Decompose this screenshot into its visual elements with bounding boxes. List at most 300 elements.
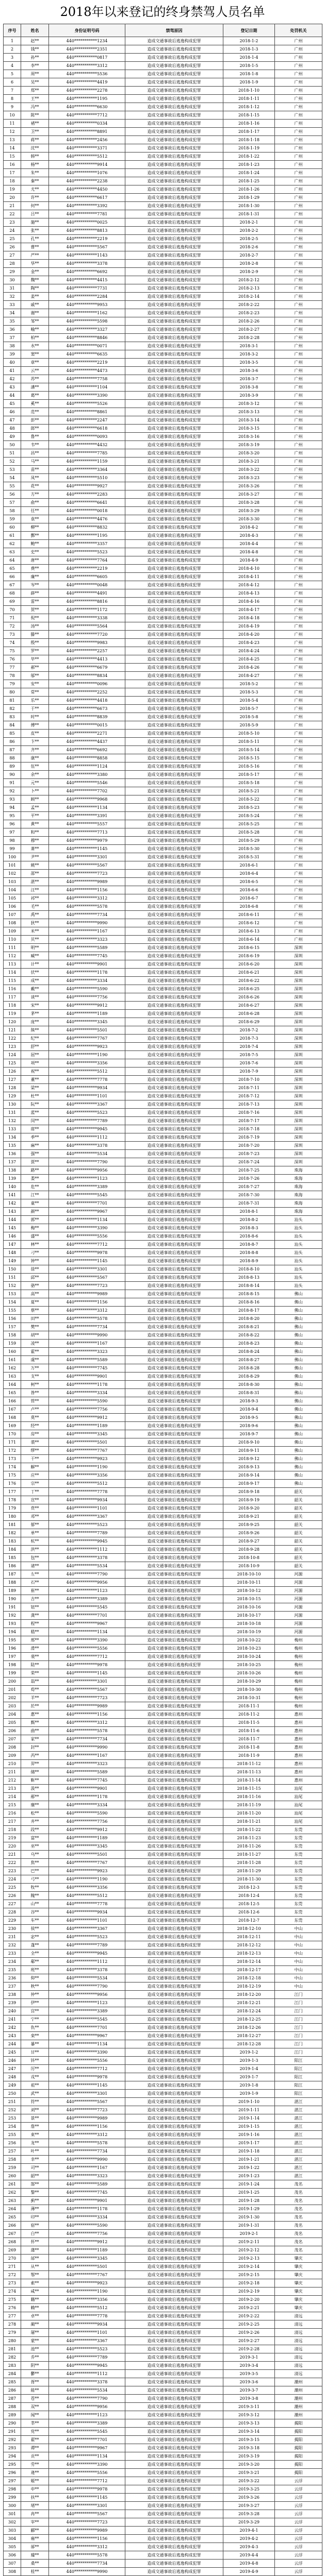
table-row xyxy=(4,95,322,103)
cell-index: 259 xyxy=(4,2164,21,2172)
cell-id-number: 440***********5546 xyxy=(49,779,125,787)
cell-agency: 云浮 xyxy=(275,2535,322,2543)
cell-index: 72 xyxy=(4,622,21,631)
table-row xyxy=(4,1834,322,1842)
cell-agency: 广州 xyxy=(275,804,322,812)
cell-name: 缪** xyxy=(21,1447,49,1455)
table-row xyxy=(4,1364,322,1372)
cell-date: 2018-12-11 xyxy=(223,1933,275,1941)
cell-date: 2019-1-3 xyxy=(223,2057,275,2065)
cell-reason: 造成交通事故后逃逸构成犯罪 xyxy=(125,268,223,276)
cell-name: 章** xyxy=(21,359,49,367)
table-row xyxy=(4,565,322,573)
cell-id-number: 440***********6618 xyxy=(49,425,125,433)
cell-name: 靳** xyxy=(21,1776,49,1785)
cell-id-number: 440***********1123 xyxy=(49,1175,125,1183)
table-row xyxy=(4,1018,322,1026)
cell-date: 2018-3-23 xyxy=(223,474,275,482)
cell-date: 2018-12-18 xyxy=(223,1974,275,1982)
cell-id-number: 440***********5523 xyxy=(49,548,125,556)
cell-name: 解** xyxy=(21,1463,49,1471)
cell-agency: 广州 xyxy=(275,268,322,276)
cell-name: 蔺** xyxy=(21,2320,49,2329)
cell-agency: 广州 xyxy=(275,540,322,548)
cell-agency: 广州 xyxy=(275,688,322,697)
cell-date: 2018-4-8 xyxy=(223,548,275,556)
table-row xyxy=(4,1438,322,1447)
table-row xyxy=(4,1818,322,1826)
cell-name: 祖** xyxy=(21,2081,49,2090)
cell-agency: 东莞 xyxy=(275,1859,322,1867)
cell-date: 2018-8-1 xyxy=(223,1208,275,1216)
cell-date: 2018-5-30 xyxy=(223,845,275,853)
cell-index: 142 xyxy=(4,1199,21,1208)
cell-id-number: 440***********1112 xyxy=(49,2370,125,2378)
cell-id-number: 440***********9901 xyxy=(49,960,125,969)
cell-reason: 造成交通事故后逃逸构成犯罪 xyxy=(125,672,223,680)
cell-agency: 清远 xyxy=(275,2329,322,2337)
cell-agency: 韶关 xyxy=(275,1513,322,1521)
table-row xyxy=(4,2469,322,2477)
table-row xyxy=(4,1958,322,1966)
cell-reason: 造成交通事故后逃逸构成犯罪 xyxy=(125,2535,223,2543)
cell-agency: 广州 xyxy=(275,425,322,433)
cell-agency: 深圳 xyxy=(275,1150,322,1158)
table-row xyxy=(4,2320,322,2329)
cell-index: 195 xyxy=(4,1636,21,1645)
cell-name: 孙** xyxy=(21,54,49,62)
cell-date: 2018-9-6 xyxy=(223,1422,275,1430)
cell-agency: 惠州 xyxy=(275,1752,322,1760)
table-row xyxy=(4,2238,322,2246)
cell-id-number: 440***********3312 xyxy=(49,1719,125,1727)
cell-reason: 造成交通事故后逃逸构成犯罪 xyxy=(125,1661,223,1669)
cell-reason: 造成交通事故后逃逸构成犯罪 xyxy=(125,2329,223,2337)
cell-agency: 深圳 xyxy=(275,1059,322,1067)
cell-reason: 造成交通事故后逃逸构成犯罪 xyxy=(125,2436,223,2444)
cell-index: 27 xyxy=(4,251,21,260)
cell-id-number: 440***********3301 xyxy=(49,1265,125,1274)
cell-reason: 造成交通事故后逃逸构成犯罪 xyxy=(125,1166,223,1175)
table-row xyxy=(4,845,322,853)
cell-index: 187 xyxy=(4,1570,21,1579)
page-title: 2018年以来登记的终身禁驾人员名单 xyxy=(60,5,265,19)
cell-index: 152 xyxy=(4,1282,21,1290)
cell-agency: 广州 xyxy=(275,573,322,581)
cell-reason: 造成交通事故后逃逸构成犯罪 xyxy=(125,2172,223,2180)
cell-reason: 造成交通事故后逃逸构成犯罪 xyxy=(125,309,223,317)
cell-id-number: 440***********9901 xyxy=(49,1372,125,1381)
cell-date: 2018-4-17 xyxy=(223,606,275,614)
cell-name: 夏** xyxy=(21,1298,49,1307)
cell-agency: 广州 xyxy=(275,317,322,326)
cell-index: 266 xyxy=(4,2222,21,2230)
cell-reason: 造成交通事故后逃逸构成犯罪 xyxy=(125,2428,223,2436)
cell-reason: 造成交通事故后逃逸构成犯罪 xyxy=(125,1282,223,1290)
cell-id-number: 440***********5512 xyxy=(49,1480,125,1488)
cell-reason: 造成交通事故后逃逸构成犯罪 xyxy=(125,1933,223,1941)
cell-index: 82 xyxy=(4,705,21,713)
cell-index: 305 xyxy=(4,2543,21,2551)
cell-id-number: 440***********7758 xyxy=(49,375,125,383)
table-row xyxy=(4,2551,322,2560)
cell-reason: 造成交通事故后逃逸构成犯罪 xyxy=(125,78,223,87)
cell-index: 149 xyxy=(4,1257,21,1265)
cell-name: 常** xyxy=(21,688,49,697)
cell-reason: 造成交通事故后逃逸构成犯罪 xyxy=(125,977,223,985)
cell-reason: 造成交通事故后逃逸构成犯罪 xyxy=(125,1554,223,1562)
cell-reason: 造成交通事故后逃逸构成犯罪 xyxy=(125,251,223,260)
cell-date: 2018-9-19 xyxy=(223,1496,275,1504)
cell-name: 松** xyxy=(21,1809,49,1818)
cell-agency: 潮州 xyxy=(275,2403,322,2411)
cell-date: 2018-4-16 xyxy=(223,598,275,606)
cell-name: 何** xyxy=(21,202,49,210)
cell-date: 2019-1-18 xyxy=(223,2147,275,2156)
cell-reason: 造成交通事故后逃逸构成犯罪 xyxy=(125,2345,223,2353)
cell-name: 劳** xyxy=(21,2461,49,2469)
cell-index: 13 xyxy=(4,136,21,144)
cell-agency: 广州 xyxy=(275,499,322,507)
cell-index: 162 xyxy=(4,1364,21,1372)
cell-name: 龙** xyxy=(21,2139,49,2147)
cell-name: 陆** xyxy=(21,1661,49,1669)
cell-id-number: 440***********7734 xyxy=(49,1323,125,1331)
cell-agency: 揭阳 xyxy=(275,2419,322,2428)
cell-index: 133 xyxy=(4,1125,21,1133)
cell-date: 2019-1-9 xyxy=(223,2090,275,2098)
cell-id-number: 440***********1178 xyxy=(49,969,125,977)
cell-date: 2018-1-12 xyxy=(223,103,275,111)
cell-reason: 造成交通事故后逃逸构成犯罪 xyxy=(125,1224,223,1232)
cell-id-number: 440***********4432 xyxy=(49,441,125,449)
cell-name: 罗** xyxy=(21,647,49,655)
cell-id-number: 440***********7712 xyxy=(49,1241,125,1249)
cell-name: 邵** xyxy=(21,870,49,878)
cell-index: 262 xyxy=(4,2189,21,2197)
cell-agency: 深圳 xyxy=(275,952,322,960)
cell-date: 2018-7-4 xyxy=(223,1043,275,1051)
table-row xyxy=(4,2156,322,2164)
cell-id-number: 440***********9923 xyxy=(49,2279,125,2287)
cell-index: 268 xyxy=(4,2238,21,2246)
table-row xyxy=(4,2345,322,2353)
cell-reason: 造成交通事故后逃逸构成犯罪 xyxy=(125,1826,223,1834)
cell-reason: 造成交通事故后逃逸构成犯罪 xyxy=(125,2403,223,2411)
cell-date: 2018-4-27 xyxy=(223,672,275,680)
cell-name: 郁** xyxy=(21,1521,49,1529)
cell-index: 216 xyxy=(4,1809,21,1818)
cell-id-number: 440***********7756 xyxy=(49,1405,125,1414)
cell-reason: 造成交通事故后逃逸构成犯罪 xyxy=(125,466,223,474)
cell-index: 78 xyxy=(4,672,21,680)
cell-reason: 造成交通事故后逃逸构成犯罪 xyxy=(125,1587,223,1595)
table-row xyxy=(4,1010,322,1018)
table-row xyxy=(4,2370,322,2378)
cell-name: 郜** xyxy=(21,2180,49,2189)
cell-reason: 造成交通事故后逃逸构成犯罪 xyxy=(125,1389,223,1397)
cell-name: 韶** xyxy=(21,2172,49,2180)
cell-name: 管** xyxy=(21,1397,49,1405)
cell-index: 7 xyxy=(4,87,21,95)
cell-index: 38 xyxy=(4,342,21,350)
cell-reason: 造成交通事故后逃逸构成犯罪 xyxy=(125,565,223,573)
cell-date: 2018-8-13 xyxy=(223,1274,275,1282)
cell-reason: 造成交通事故后逃逸构成犯罪 xyxy=(125,507,223,515)
table-row xyxy=(4,1183,322,1191)
cell-id-number: 440***********5523 xyxy=(49,2345,125,2353)
cell-reason: 造成交通事故后逃逸构成犯罪 xyxy=(125,169,223,177)
cell-agency: 阳江 xyxy=(275,2090,322,2098)
cell-date: 2018-6-13 xyxy=(223,927,275,936)
cell-reason: 造成交通事故后逃逸构成犯罪 xyxy=(125,1966,223,1974)
cell-id-number: 440***********7789 xyxy=(49,1117,125,1125)
cell-reason: 造成交通事故后逃逸构成犯罪 xyxy=(125,754,223,762)
cell-agency: 湛江 xyxy=(275,2156,322,2164)
cell-id-number: 440***********7712 xyxy=(49,1653,125,1661)
cell-reason: 造成交通事故后逃逸构成犯罪 xyxy=(125,1208,223,1216)
cell-name: 干** xyxy=(21,1455,49,1463)
cell-index: 242 xyxy=(4,2024,21,2032)
cell-agency: 佛山 xyxy=(275,1463,322,1471)
cell-reason: 造成交通事故后逃逸构成犯罪 xyxy=(125,779,223,787)
cell-name: 姜** xyxy=(21,293,49,301)
cell-agency: 广州 xyxy=(275,664,322,672)
cell-agency: 中山 xyxy=(275,1933,322,1941)
cell-agency: 江门 xyxy=(275,1991,322,1999)
table-row xyxy=(4,243,322,251)
cell-name: 袁** xyxy=(21,515,49,523)
cell-reason: 造成交通事故后逃逸构成犯罪 xyxy=(125,103,223,111)
cell-name: 杨** xyxy=(21,161,49,169)
cell-reason: 造成交通事故后逃逸构成犯罪 xyxy=(125,1447,223,1455)
cell-agency: 茂名 xyxy=(275,2238,322,2246)
cell-agency: 东莞 xyxy=(275,1875,322,1884)
table-row xyxy=(4,416,322,425)
cell-date: 2018-2-5 xyxy=(223,235,275,243)
cell-reason: 造成交通事故后逃逸构成犯罪 xyxy=(125,952,223,960)
cell-agency: 广州 xyxy=(275,655,322,664)
table-row xyxy=(4,894,322,903)
table-row xyxy=(4,1521,322,1529)
table-row xyxy=(4,1463,322,1471)
cell-date: 2019-3-5 xyxy=(223,2370,275,2378)
cell-agency: 揭阳 xyxy=(275,2436,322,2444)
table-row xyxy=(4,779,322,787)
table-row xyxy=(4,1884,322,1892)
cell-index: 251 xyxy=(4,2098,21,2106)
cell-reason: 造成交通事故后逃逸构成犯罪 xyxy=(125,1010,223,1018)
cell-id-number: 440***********3390 xyxy=(49,2461,125,2469)
cell-id-number: 440***********3392 xyxy=(49,202,125,210)
cell-id-number: 440***********1178 xyxy=(49,1793,125,1801)
cell-index: 308 xyxy=(4,2568,21,2576)
cell-reason: 造成交通事故后逃逸构成犯罪 xyxy=(125,1529,223,1537)
cell-date: 2018-12-12 xyxy=(223,1941,275,1950)
cell-index: 69 xyxy=(4,598,21,606)
cell-date: 2019-4-2 xyxy=(223,2535,275,2543)
cell-id-number: 440***********1123 xyxy=(49,2411,125,2419)
cell-id-number: 440***********9967 xyxy=(49,2032,125,2040)
cell-id-number: 440***********5578 xyxy=(49,2551,125,2560)
table-row xyxy=(4,1917,322,1925)
cell-name: 山** xyxy=(21,1900,49,1908)
table-row xyxy=(4,1719,322,1727)
table-row xyxy=(4,952,322,960)
cell-date: 2018-11-13 xyxy=(223,1768,275,1776)
table-row xyxy=(4,1908,322,1917)
cell-name: 沈** xyxy=(21,144,49,152)
cell-index: 297 xyxy=(4,2477,21,2485)
cell-agency: 广州 xyxy=(275,820,322,828)
cell-index: 130 xyxy=(4,1100,21,1109)
cell-reason: 造成交通事故后逃逸构成犯罪 xyxy=(125,548,223,556)
table-row xyxy=(4,1076,322,1084)
cell-name: 牧** xyxy=(21,1884,49,1892)
cell-index: 4 xyxy=(4,62,21,70)
cell-date: 2019-4-8 xyxy=(223,2560,275,2568)
cell-id-number: 440***********4418 xyxy=(49,697,125,705)
cell-index: 205 xyxy=(4,1719,21,1727)
cell-date: 2018-12-27 xyxy=(223,2032,275,2040)
table-row xyxy=(4,1290,322,1298)
cell-index: 196 xyxy=(4,1645,21,1653)
cell-name: 巴** xyxy=(21,1867,49,1875)
cell-agency: 汕头 xyxy=(275,1232,322,1241)
cell-reason: 造成交通事故后逃逸构成犯罪 xyxy=(125,1372,223,1381)
cell-reason: 造成交通事故后逃逸构成犯罪 xyxy=(125,2461,223,2469)
cell-date: 2018-7-9 xyxy=(223,1067,275,1076)
table-row xyxy=(4,1702,322,1710)
table-row xyxy=(4,2362,322,2370)
cell-name: 余** xyxy=(21,771,49,779)
cell-name: 全** xyxy=(21,1950,49,1958)
cell-agency: 广州 xyxy=(275,680,322,688)
cell-reason: 造成交通事故后逃逸构成犯罪 xyxy=(125,1117,223,1125)
cell-reason: 造成交通事故后逃逸构成犯罪 xyxy=(125,2065,223,2073)
cell-reason: 造成交通事故后逃逸构成犯罪 xyxy=(125,1100,223,1109)
cell-id-number: 440***********5512 xyxy=(49,152,125,161)
cell-name: 姚** xyxy=(21,861,49,870)
cell-agency: 广州 xyxy=(275,392,322,400)
cell-date: 2018-4-12 xyxy=(223,581,275,589)
cell-agency: 珠海 xyxy=(275,1191,322,1199)
cell-id-number: 440***********9923 xyxy=(49,1043,125,1051)
table-row xyxy=(4,1249,322,1257)
cell-name: 胡** xyxy=(21,1331,49,1340)
cell-date: 2018-3-8 xyxy=(223,383,275,392)
cell-name: 纪** xyxy=(21,1035,49,1043)
cell-name: 巫** xyxy=(21,1842,49,1851)
cell-reason: 造成交通事故后逃逸构成犯罪 xyxy=(125,2560,223,2568)
cell-name: 贡** xyxy=(21,2452,49,2461)
cell-id-number: 440***********9912 xyxy=(49,1414,125,1422)
cell-reason: 造成交通事故后逃逸构成犯罪 xyxy=(125,1669,223,1677)
cell-reason: 造成交通事故后逃逸构成犯罪 xyxy=(125,2444,223,2452)
cell-reason: 造成交通事故后逃逸构成犯罪 xyxy=(125,2015,223,2024)
cell-id-number: 440***********2456 xyxy=(49,136,125,144)
cell-index: 245 xyxy=(4,2048,21,2057)
cell-date: 2019-2-28 xyxy=(223,2345,275,2353)
cell-name: 史** xyxy=(21,548,49,556)
cell-reason: 造成交通事故后逃逸构成犯罪 xyxy=(125,2106,223,2114)
cell-id-number: 440***********7701 xyxy=(49,2024,125,2032)
cell-name: 柯** xyxy=(21,1381,49,1389)
cell-index: 271 xyxy=(4,2263,21,2271)
table-row xyxy=(4,523,322,532)
cell-index: 23 xyxy=(4,218,21,227)
cell-id-number: 440***********7778 xyxy=(49,1488,125,1496)
cell-id-number: 440***********7701 xyxy=(49,2436,125,2444)
cell-date: 2018-9-7 xyxy=(223,1430,275,1438)
cell-reason: 造成交通事故后逃逸构成犯罪 xyxy=(125,367,223,375)
cell-name: 岑** xyxy=(21,581,49,589)
cell-index: 12 xyxy=(4,128,21,136)
cell-name: 康** xyxy=(21,754,49,762)
table-row xyxy=(4,177,322,185)
cell-date: 2018-6-5 xyxy=(223,878,275,886)
table-row xyxy=(4,2444,322,2452)
header-agency: 处罚机关 xyxy=(275,24,322,37)
table-row xyxy=(4,1372,322,1381)
cell-date: 2018-4-20 xyxy=(223,631,275,639)
cell-agency: 揭阳 xyxy=(275,2444,322,2452)
cell-date: 2018-1-19 xyxy=(223,144,275,152)
cell-index: 181 xyxy=(4,1521,21,1529)
cell-name: 严** xyxy=(21,251,49,260)
cell-name: 阮** xyxy=(21,1100,49,1109)
cell-index: 210 xyxy=(4,1760,21,1768)
cell-index: 170 xyxy=(4,1430,21,1438)
cell-agency: 广州 xyxy=(275,903,322,911)
cell-reason: 造成交通事故后逃逸构成犯罪 xyxy=(125,969,223,977)
cell-name: 贲** xyxy=(21,1504,49,1513)
cell-name: 梁** xyxy=(21,1084,49,1092)
table-row xyxy=(4,771,322,779)
cell-id-number: 440***********0817 xyxy=(49,54,125,62)
cell-date: 2018-4-10 xyxy=(223,565,275,573)
cell-date: 2018-8-8 xyxy=(223,1249,275,1257)
cell-reason: 造成交通事故后逃逸构成犯罪 xyxy=(125,812,223,820)
cell-date: 2018-8-6 xyxy=(223,1232,275,1241)
cell-reason: 造成交通事故后逃逸构成犯罪 xyxy=(125,606,223,614)
cell-agency: 河源 xyxy=(275,1628,322,1636)
cell-id-number: 440***********1101 xyxy=(49,1092,125,1100)
table-row xyxy=(4,1645,322,1653)
cell-date: 2018-3-7 xyxy=(223,375,275,383)
table-row xyxy=(4,2090,322,2098)
table-row xyxy=(4,2329,322,2337)
table-row xyxy=(4,185,322,194)
table-row xyxy=(4,861,322,870)
cell-id-number: 440***********6605 xyxy=(49,573,125,581)
cell-name: 仰** xyxy=(21,1974,49,1982)
cell-name: 乔** xyxy=(21,2353,49,2362)
cell-id-number: 440***********1167 xyxy=(49,1340,125,1348)
cell-agency: 广州 xyxy=(275,490,322,499)
cell-name: 龚** xyxy=(21,1612,49,1620)
cell-agency: 梅州 xyxy=(275,1636,322,1645)
cell-date: 2018-11-27 xyxy=(223,1851,275,1859)
table-row xyxy=(4,194,322,202)
table-row xyxy=(4,1348,322,1356)
cell-name: 薄** xyxy=(21,2205,49,2213)
cell-id-number: 440***********1195 xyxy=(49,532,125,540)
cell-index: 225 xyxy=(4,1884,21,1892)
table-row xyxy=(4,1208,322,1216)
table-row xyxy=(4,1628,322,1636)
cell-id-number: 440***********2238 xyxy=(49,177,125,185)
